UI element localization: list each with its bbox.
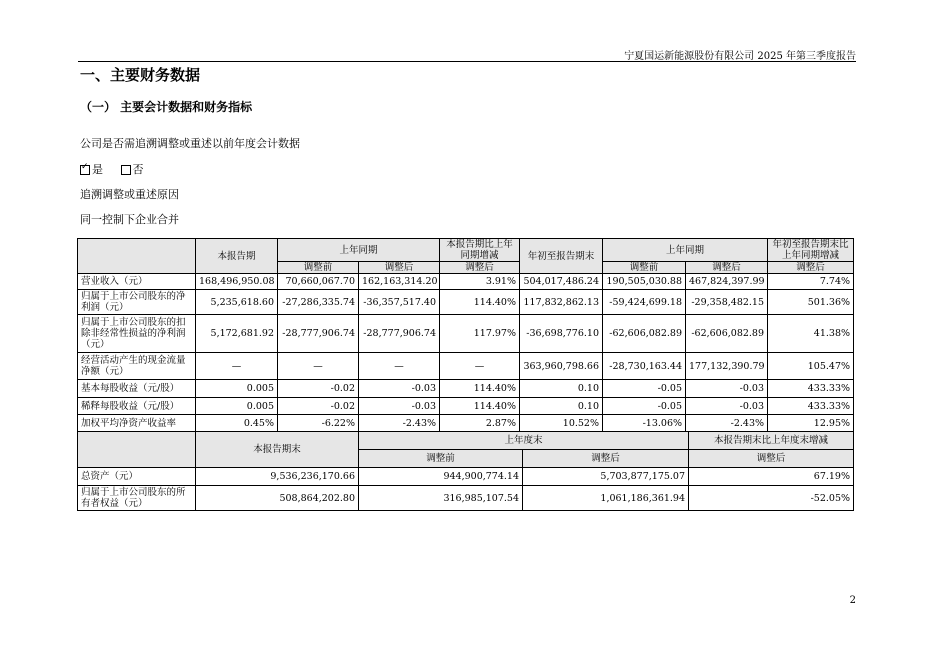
header-ytd-prior: 上年同期	[603, 239, 768, 262]
row-label: 基本每股收益（元/股）	[78, 380, 196, 398]
option-no	[121, 161, 144, 177]
table-cell: 508,864,202.80	[196, 486, 359, 511]
table-cell: -28,777,906.74	[359, 315, 440, 353]
accounting-data-table	[77, 238, 854, 432]
table-cell: 117,832,862.13	[520, 290, 603, 315]
restatement-options	[80, 161, 144, 177]
header-blank	[78, 239, 196, 274]
option-yes-label: 是	[92, 163, 103, 176]
table-cell: 316,985,107.54	[359, 486, 523, 511]
table-cell: 168,496,950.08	[196, 274, 278, 290]
table-cell: -62,606,082.89	[686, 315, 768, 353]
table-row	[78, 353, 854, 380]
table-cell: 0.45%	[196, 415, 278, 432]
table-cell: —	[278, 353, 359, 380]
table-cell: 501.36%	[768, 290, 854, 315]
table-cell: -0.02	[278, 398, 359, 415]
header-change: 本报告期末比上年度末增减	[689, 432, 854, 450]
option-yes	[80, 161, 103, 177]
header-after: 调整后	[440, 262, 520, 274]
header-divider	[78, 61, 856, 62]
table-cell: 105.47%	[768, 353, 854, 380]
table-cell: 467,824,397.99	[686, 274, 768, 290]
table-cell: -6.22%	[278, 415, 359, 432]
table-cell: 0.005	[196, 398, 278, 415]
table-cell: -27,286,335.74	[278, 290, 359, 315]
table-cell: 433.33%	[768, 398, 854, 415]
table-cell: 7.74%	[768, 274, 854, 290]
table-cell: 0.005	[196, 380, 278, 398]
table-cell: -0.05	[603, 380, 686, 398]
restatement-question: 公司是否需追溯调整或重述以前年度会计数据	[80, 137, 300, 150]
header-prior: 上年同期	[278, 239, 440, 262]
row-label: 加权平均净资产收益率	[78, 415, 196, 432]
header-prior-year-end: 上年度末	[359, 432, 689, 450]
header-before: 调整前	[278, 262, 359, 274]
table-cell: 433.33%	[768, 380, 854, 398]
table-cell: 2.87%	[440, 415, 520, 432]
table-row	[78, 315, 854, 353]
table-cell: -29,358,482.15	[686, 290, 768, 315]
header-before: 调整前	[603, 262, 686, 274]
table-cell: -0.05	[603, 398, 686, 415]
table-row	[78, 415, 854, 432]
table-cell: 5,703,877,175.07	[523, 468, 689, 486]
table-cell: 12.95%	[768, 415, 854, 432]
table-row	[78, 468, 854, 486]
page-header: 宁夏国运新能源股份有限公司 2025 年第三季度报告	[624, 51, 856, 62]
table-cell: -52.05%	[689, 486, 854, 511]
option-no-label: 否	[132, 163, 144, 176]
table-cell: 190,505,030.88	[603, 274, 686, 290]
table-cell: 0.10	[520, 380, 603, 398]
header-after: 调整后	[768, 262, 854, 274]
table-cell: -28,777,906.74	[278, 315, 359, 353]
table-cell: -0.03	[686, 380, 768, 398]
table-cell: -2.43%	[686, 415, 768, 432]
header-before: 调整前	[359, 450, 523, 468]
table-row	[78, 274, 854, 290]
table-cell: -2.43%	[359, 415, 440, 432]
table-cell: -0.02	[278, 380, 359, 398]
table-row	[78, 398, 854, 415]
table-cell: 70,660,067.70	[278, 274, 359, 290]
table-cell: 0.10	[520, 398, 603, 415]
row-label: 经营活动产生的现金流量净额（元）	[78, 353, 196, 380]
row-label: 稀释每股收益（元/股）	[78, 398, 196, 415]
table-cell: 944,900,774.14	[359, 468, 523, 486]
header-after: 调整后	[689, 450, 854, 468]
table-cell: 363,960,798.66	[520, 353, 603, 380]
table-cell: —	[196, 353, 278, 380]
table-row	[78, 380, 854, 398]
header-after: 调整后	[359, 262, 440, 274]
table-cell: 5,172,681.92	[196, 315, 278, 353]
table-cell: -0.03	[359, 398, 440, 415]
subsection-title: （一） 主要会计数据和财务指标	[80, 100, 253, 114]
section-title: 一、主要财务数据	[80, 66, 201, 84]
row-label: 总资产（元）	[78, 468, 196, 486]
unchecked-box-icon	[121, 165, 131, 175]
table-row	[78, 290, 854, 315]
table-cell: 114.40%	[440, 380, 520, 398]
table-cell: 504,017,486.24	[520, 274, 603, 290]
table-cell: 9,536,236,170.66	[196, 468, 359, 486]
table-cell: -28,730,163.44	[603, 353, 686, 380]
header-period-change: 本报告期比上年同期增减	[440, 239, 520, 262]
table-cell: —	[359, 353, 440, 380]
financial-data-tables	[77, 238, 853, 511]
page-number: 2	[849, 595, 856, 606]
header-blank	[78, 432, 196, 468]
row-label: 归属于上市公司股东的所有者权益（元）	[78, 486, 196, 511]
table-cell: 114.40%	[440, 290, 520, 315]
reason-label: 追溯调整或重述原因	[80, 188, 179, 201]
header-after: 调整后	[523, 450, 689, 468]
row-label: 营业收入（元）	[78, 274, 196, 290]
header-ytd-change: 年初至报告期末比上年同期增减	[768, 239, 854, 262]
checked-box-icon	[80, 165, 90, 175]
reason-text: 同一控制下企业合并	[80, 213, 179, 226]
table-cell: 1,061,186,361.94	[523, 486, 689, 511]
row-label: 归属于上市公司股东的净利润（元）	[78, 290, 196, 315]
table-cell: -62,606,082.89	[603, 315, 686, 353]
header-after: 调整后	[686, 262, 768, 274]
table-cell: —	[440, 353, 520, 380]
table-cell: -36,698,776.10	[520, 315, 603, 353]
table-cell: -0.03	[359, 380, 440, 398]
table-cell: 10.52%	[520, 415, 603, 432]
table-row	[78, 486, 854, 511]
row-label: 归属于上市公司股东的扣除非经常性损益的净利润（元）	[78, 315, 196, 353]
table-cell: 67.19%	[689, 468, 854, 486]
table-cell: 162,163,314.20	[359, 274, 440, 290]
table-cell: -0.03	[686, 398, 768, 415]
table-cell: 5,235,618.60	[196, 290, 278, 315]
table-cell: -59,424,699.18	[603, 290, 686, 315]
balance-data-table	[77, 431, 854, 511]
header-period-end: 本报告期末	[196, 432, 359, 468]
table-cell: 117.97%	[440, 315, 520, 353]
header-ytd: 年初至报告期末	[520, 239, 603, 274]
table-cell: 114.40%	[440, 398, 520, 415]
table-cell: 3.91%	[440, 274, 520, 290]
table-cell: 177,132,390.79	[686, 353, 768, 380]
header-current: 本报告期	[196, 239, 278, 274]
table-cell: 41.38%	[768, 315, 854, 353]
table-cell: -13.06%	[603, 415, 686, 432]
table-cell: -36,357,517.40	[359, 290, 440, 315]
